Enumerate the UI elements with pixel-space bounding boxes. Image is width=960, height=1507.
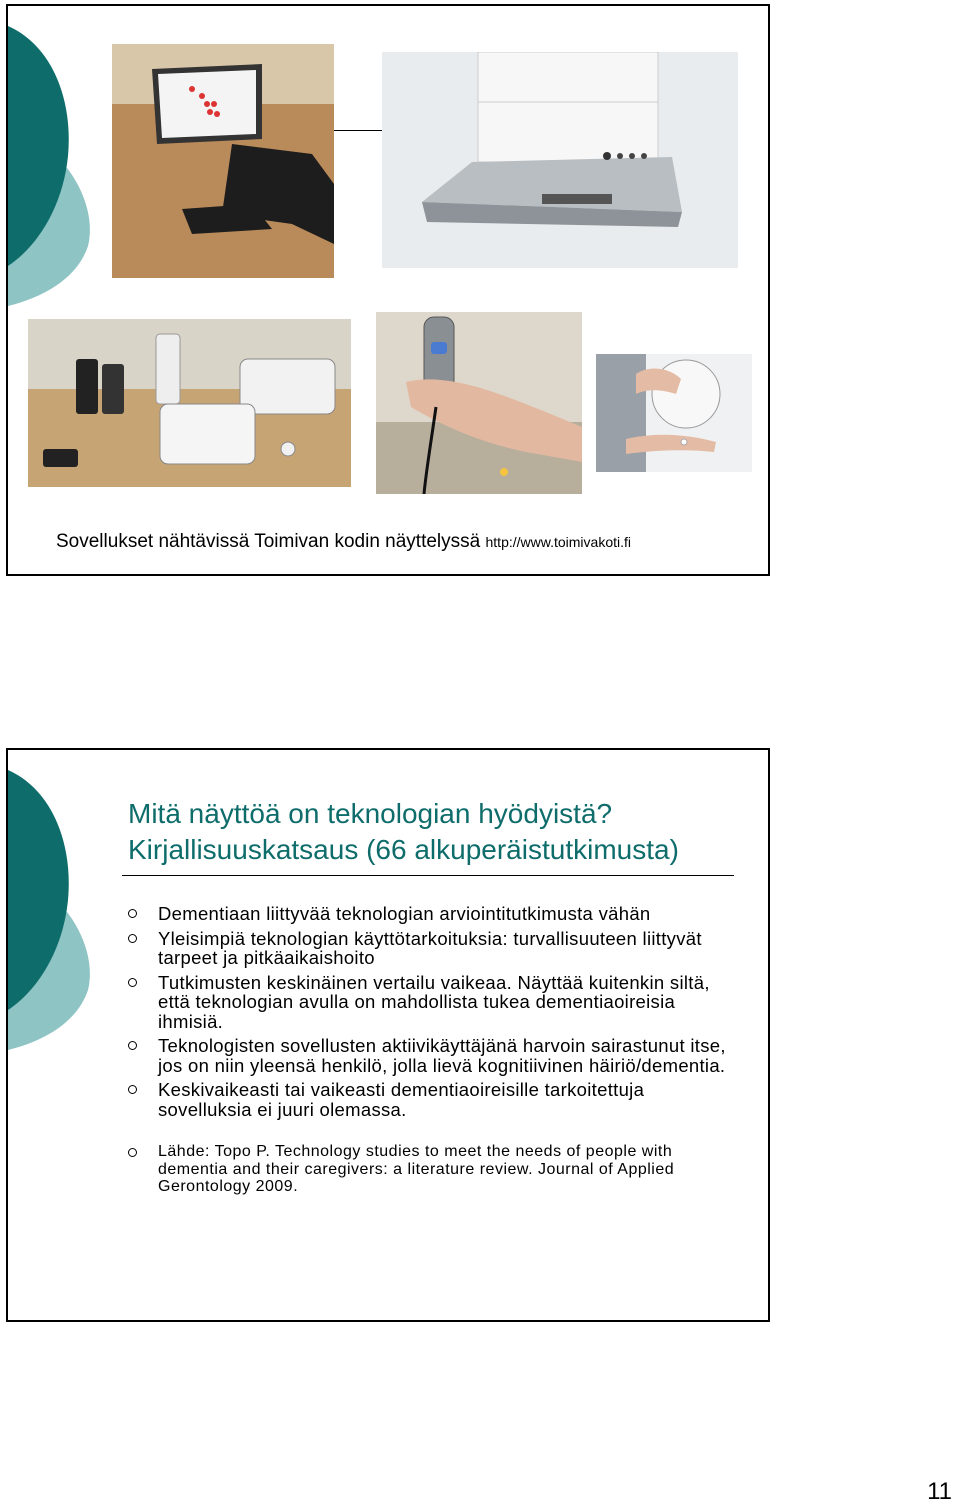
connector-line [334, 130, 384, 131]
bullet-icon [128, 1148, 137, 1157]
caption-text: Sovellukset nähtävissä Toimivan kodin näyttelyssä [56, 531, 481, 552]
photo-alarm-device [376, 312, 582, 494]
slide-decoration [8, 750, 98, 1050]
bullet-item [126, 904, 726, 924]
bullet-list [126, 904, 726, 1201]
title-line-1: Mitä näyttöä on teknologian hyödyistä? [128, 798, 613, 829]
photo-cooker-hood [382, 52, 738, 268]
photo-pill-dispenser [596, 354, 752, 472]
bullet-item [126, 1036, 726, 1075]
title-divider [122, 875, 734, 876]
slide-1 [6, 4, 770, 576]
bullet-source [126, 1143, 726, 1196]
bullet-text: Tutkimusten keskinäinen vertailu vaikeaa. Näyttää kuitenkin siltä, että teknologian avulla on mahdollista tukea dementiaoireisia ihmisiä. [158, 971, 710, 1032]
bullet-item [126, 1080, 726, 1119]
bullet-item [126, 973, 726, 1032]
bullet-text: Teknologisten sovellusten aktiivikäyttäjänä harvoin sairastunut itse, jos on niin yleensä henkilö, jolla lievä kognitiivinen häiriö/dementia. [158, 1035, 726, 1076]
slide-title [128, 796, 679, 868]
caption-url: http://www.toimivakoti.fi [485, 534, 631, 550]
page-number: 11 [927, 1478, 952, 1505]
bullet-text: Dementiaan liittyvää teknologian arviointitutkimusta vähän [158, 903, 651, 924]
bullet-icon [128, 978, 137, 987]
slide-2 [6, 748, 770, 1322]
bullet-text: Yleisimpiä teknologian käyttötarkoituksia: turvallisuuteen liittyvät tarpeet ja pitkäaikaishoito [158, 927, 702, 968]
bullet-icon [128, 934, 137, 943]
bullet-icon [128, 1085, 137, 1094]
photo-floor-sensor [112, 44, 334, 278]
bullet-icon [128, 1041, 137, 1050]
bullet-icon [128, 909, 137, 918]
photo-phones [28, 319, 351, 487]
bullet-item [126, 929, 726, 968]
bullet-text: Keskivaikeasti tai vaikeasti dementiaoireisille tarkoitettuja sovelluksia ei juuri olemassa. [158, 1079, 645, 1120]
title-line-2: Kirjallisuuskatsaus (66 alkuperäistutkimusta) [128, 834, 679, 865]
slide-caption [56, 531, 631, 553]
source-text: Lähde: Topo P. Technology studies to meet the needs of people with dementia and their caregivers: a literature review. Journal of Applied Gerontology 2009. [158, 1143, 675, 1195]
slide-decoration [8, 6, 98, 306]
